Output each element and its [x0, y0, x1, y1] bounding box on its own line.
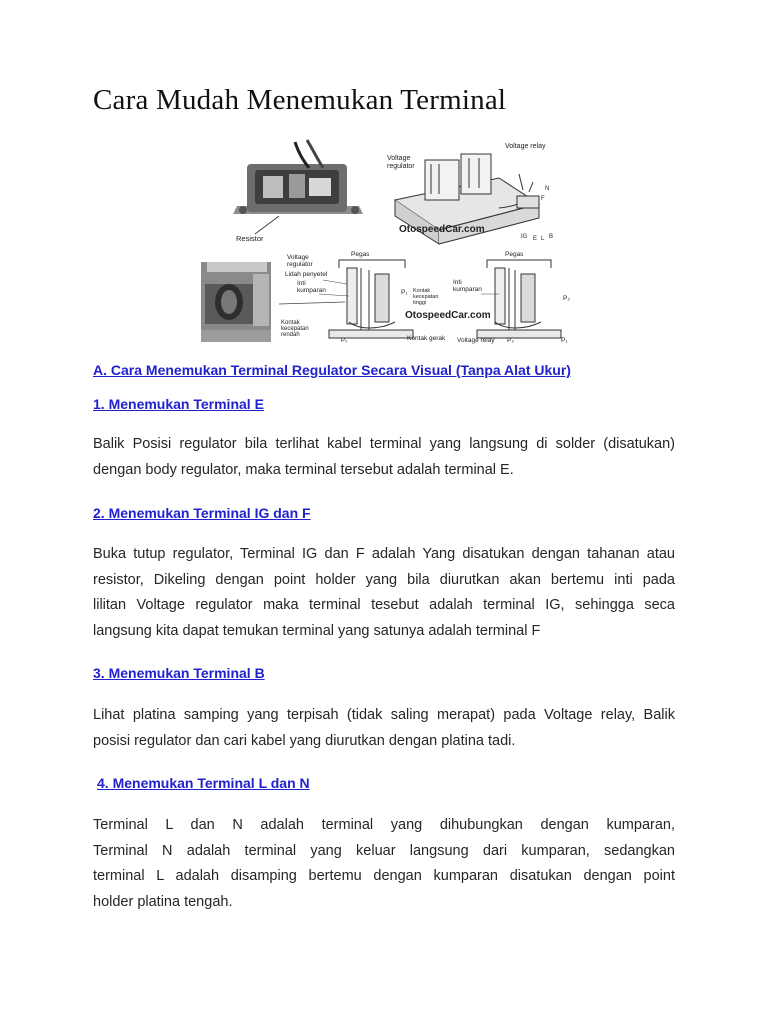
label-kontak-rendah-2: kecepatan	[281, 326, 309, 332]
watermark-top: OtospeedCar.com	[399, 224, 485, 235]
label-e: E	[533, 236, 538, 242]
regulator-illustration	[199, 134, 579, 346]
label-p1: P₁	[401, 289, 408, 296]
step4-paragraph	[93, 813, 675, 915]
label-lidah-penyetel: Lidah penyetel	[285, 271, 328, 278]
label-kontak-tinggi-2: kecepatan	[413, 294, 439, 300]
step4-line-4: holder platina tengah.	[93, 893, 233, 910]
label-kontak-gerak: Kontak gerak	[407, 335, 446, 342]
label-voltage-regulator-mid-1: Voltage	[287, 254, 309, 261]
label-kontak-rendah-1: Kontak	[281, 320, 300, 326]
label-f: F	[541, 196, 545, 202]
step1-line-1: Balik Posisi regulator bila terlihat kabel terminal yang langsung di solder (disatukan)	[93, 436, 675, 452]
label-voltage-relay-bottom: Voltage relay	[457, 337, 495, 344]
step2-heading-link[interactable]: 2. Menemukan Terminal IG dan F	[93, 505, 311, 521]
label-inti-kumparan-left-2: kumparan	[297, 287, 326, 294]
label-voltage-regulator-mid-2: regulator	[287, 261, 313, 268]
step4-line-2: Terminal N adalah terminal yang keluar langsung dari kumparan, sedangkan	[93, 842, 675, 859]
label-p0: P₀	[341, 338, 348, 344]
regulator-diagram-svg	[199, 134, 579, 346]
label-p2-top: P₂	[563, 295, 570, 302]
label-n: N	[545, 186, 550, 192]
label-b: B	[549, 234, 554, 240]
step4-line-3: terminal L adalah disamping bertemu dengan kumparan disatukan dengan point	[93, 868, 675, 884]
label-kontak-tinggi-3: tinggi	[413, 300, 427, 306]
step3-line-2: posisi regulator dan cari kabel yang diurutkan dengan platina tadi.	[93, 732, 516, 749]
step2-line-2: resistor, Dikeling dengan point holder yang bila diurutkan akan bertemu inti pada	[93, 571, 675, 588]
step4-heading-link[interactable]: 4. Menemukan Terminal L dan N	[97, 775, 310, 791]
step2-line-3: lilitan Voltage regulator maka terminal tesebut adalah terminal IG, sehingga seca	[93, 597, 675, 613]
label-inti-kumparan-right-1: Inti	[453, 279, 462, 286]
label-voltage-regulator-top-2: regulator	[387, 163, 415, 170]
label-pegas-right: Pegas	[505, 251, 524, 258]
step1-line-2: dengan body regulator, maka terminal tersebut adalah terminal E.	[93, 461, 514, 478]
step2-line-1: Buka tutup regulator, Terminal IG dan F adalah Yang disatukan dengan tahanan atau	[93, 546, 675, 562]
step2-paragraph	[93, 542, 675, 644]
label-ig: IG	[521, 234, 528, 240]
label-voltage-relay: Voltage relay	[505, 143, 546, 150]
page-title: Cara Mudah Menemukan Terminal	[93, 84, 507, 116]
label-kontak-tinggi-1: Kontak	[413, 288, 431, 294]
label-pegas-left: Pegas	[351, 251, 370, 258]
label-p1-right: P₁	[561, 337, 568, 344]
label-kontak-rendah-3: rendah	[281, 332, 300, 338]
step2-line-4: langsung kita dapat temukan terminal yang satunya adalah terminal F	[93, 622, 541, 639]
step3-paragraph	[93, 703, 675, 754]
step3-line-1: Lihat platina samping yang terpisah (tidak saling merapat) pada Voltage relay, Balik	[93, 707, 675, 723]
label-p2-bottom: P₂	[507, 337, 514, 344]
step1-paragraph	[93, 432, 675, 483]
watermark-bottom: OtospeedCar.com	[405, 310, 491, 321]
label-l: L	[541, 236, 545, 242]
label-inti-kumparan-right-2: kumparan	[453, 286, 482, 293]
step4-line-1: Terminal L dan N adalah terminal yang dihubungkan dengan kumparan,	[93, 817, 675, 833]
label-voltage-regulator-top-1: Voltage	[387, 155, 411, 162]
step1-heading-link[interactable]: 1. Menemukan Terminal E	[93, 396, 264, 412]
step3-heading-link[interactable]: 3. Menemukan Terminal B	[93, 665, 265, 681]
label-inti-kumparan-left-1: Inti	[297, 280, 306, 287]
section-a-link[interactable]: A. Cara Menemukan Terminal Regulator Secara Visual (Tanpa Alat Ukur)	[93, 362, 571, 378]
label-resistor: Resistor	[236, 234, 264, 243]
coil-photo	[201, 262, 271, 342]
